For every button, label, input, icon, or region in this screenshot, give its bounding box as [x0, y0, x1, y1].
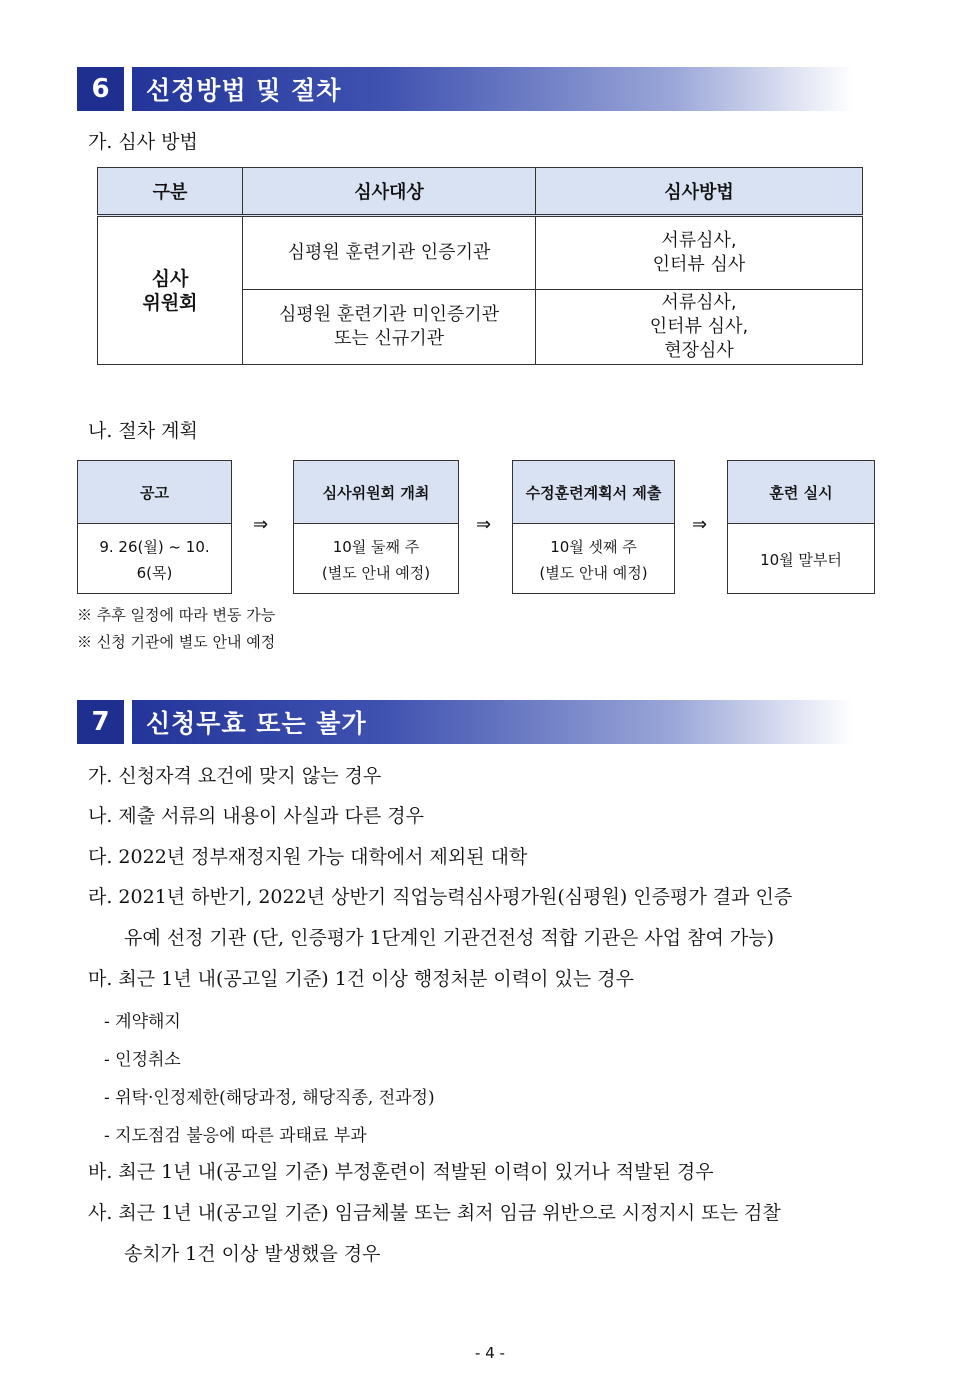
- method-cell: [536, 216, 863, 290]
- flow-step-line: 10월 셋째 주: [550, 537, 637, 556]
- flow-step-committee: [293, 460, 459, 594]
- note: ※ 추후 일정에 따라 변동 가능: [77, 606, 276, 624]
- flow-step-title: 공고: [78, 461, 231, 524]
- flow-arrow-icon: ⇒: [253, 514, 269, 535]
- group-label: 심사: [151, 267, 189, 290]
- list-item: 라. 2021년 하반기, 2022년 상반기 직업능력심사평가원(심평원) 인증평가 결과 인증: [88, 886, 793, 908]
- flow-arrow-icon: ⇒: [476, 514, 492, 535]
- list-item: 나. 제출 서류의 내용이 사실과 다른 경우: [88, 805, 424, 827]
- page-number: - 4 -: [475, 1344, 505, 1362]
- review-method-heading: 가. 심사 방법: [88, 131, 198, 153]
- flow-step-body: [513, 524, 674, 595]
- list-item: 바. 최근 1년 내(공고일 기준) 부정훈련이 적발된 이력이 있거나 적발된 경우: [88, 1161, 714, 1183]
- section-6-header: [77, 67, 853, 111]
- list-item: 다. 2022년 정부재정지원 가능 대학에서 제외된 대학: [88, 846, 528, 868]
- flow-step-body: [78, 524, 231, 595]
- list-item: 가. 신청자격 요건에 맞지 않는 경우: [88, 765, 382, 787]
- method-text: 서류심사,: [661, 230, 737, 251]
- target-text: 심평원 훈련기관 미인증기관: [278, 304, 500, 325]
- list-item: 사. 최근 1년 내(공고일 기준) 임금체불 또는 최저 임금 위반으로 시정지시 또는 검찰: [88, 1202, 781, 1224]
- flow-step-line: 6(목): [136, 563, 173, 582]
- method-text: 인터뷰 심사,: [649, 316, 749, 337]
- flow-step-title: 훈련 실시: [728, 461, 874, 524]
- method-text: 현장심사: [664, 340, 734, 361]
- flow-step-title: 심사위원회 개최: [294, 461, 458, 524]
- flow-step-line: (별도 안내 예정): [321, 563, 431, 582]
- flow-step-announcement: [77, 460, 232, 594]
- flow-step-line: 10월 말부터: [760, 550, 842, 569]
- flow-step-body: [294, 524, 458, 595]
- list-item-continuation: 송치가 1건 이상 발생했을 경우: [124, 1243, 381, 1265]
- flow-step-submission: [512, 460, 675, 594]
- sub-item: - 위탁·인정제한(해당과정, 해당직종, 전과정): [104, 1088, 435, 1108]
- note: ※ 신청 기관에 별도 안내 예정: [77, 633, 276, 651]
- flow-step-training: [727, 460, 875, 594]
- review-method-table: [97, 167, 863, 365]
- flow-step-title: 수정훈련계획서 제출: [513, 461, 674, 524]
- method-text: 서류심사,: [661, 292, 737, 313]
- section-number: 6: [77, 67, 124, 111]
- target-cell: [243, 216, 536, 290]
- flow-step-line: 9. 26(월) ~ 10.: [99, 537, 210, 556]
- section-number: 7: [77, 700, 124, 744]
- flow-arrow-icon: ⇒: [692, 514, 708, 535]
- sub-item: - 지도점검 불응에 따른 과태료 부과: [104, 1126, 367, 1146]
- method-cell: [536, 290, 863, 365]
- target-text: 심평원 훈련기관 인증기관: [287, 242, 491, 263]
- sub-item: - 계약해지: [104, 1012, 181, 1032]
- section-title: 신청무효 또는 불가: [132, 700, 853, 744]
- column-header: 심사방법: [536, 168, 863, 216]
- section-7-header: [77, 700, 853, 744]
- sub-item: - 인정취소: [104, 1050, 181, 1070]
- method-text: 인터뷰 심사: [652, 254, 746, 275]
- procedure-heading: 나. 절차 계획: [88, 420, 198, 442]
- section-title: 선정방법 및 절차: [132, 67, 853, 111]
- flow-step-line: 10월 둘째 주: [332, 537, 420, 556]
- list-item-continuation: 유예 선정 기관 (단, 인증평가 1단계인 기관건전성 적합 기관은 사업 참여 가능): [124, 927, 775, 949]
- list-item: 마. 최근 1년 내(공고일 기준) 1건 이상 행정처분 이력이 있는 경우: [88, 968, 634, 990]
- group-cell: [98, 216, 243, 365]
- group-label: 위원회: [142, 291, 198, 314]
- flow-step-line: (별도 안내 예정): [539, 563, 648, 582]
- target-text: 또는 신규기관: [333, 328, 445, 349]
- target-cell: [243, 290, 536, 365]
- column-header: 구분: [98, 168, 243, 216]
- column-header: 심사대상: [243, 168, 536, 216]
- flow-step-body: [728, 524, 874, 595]
